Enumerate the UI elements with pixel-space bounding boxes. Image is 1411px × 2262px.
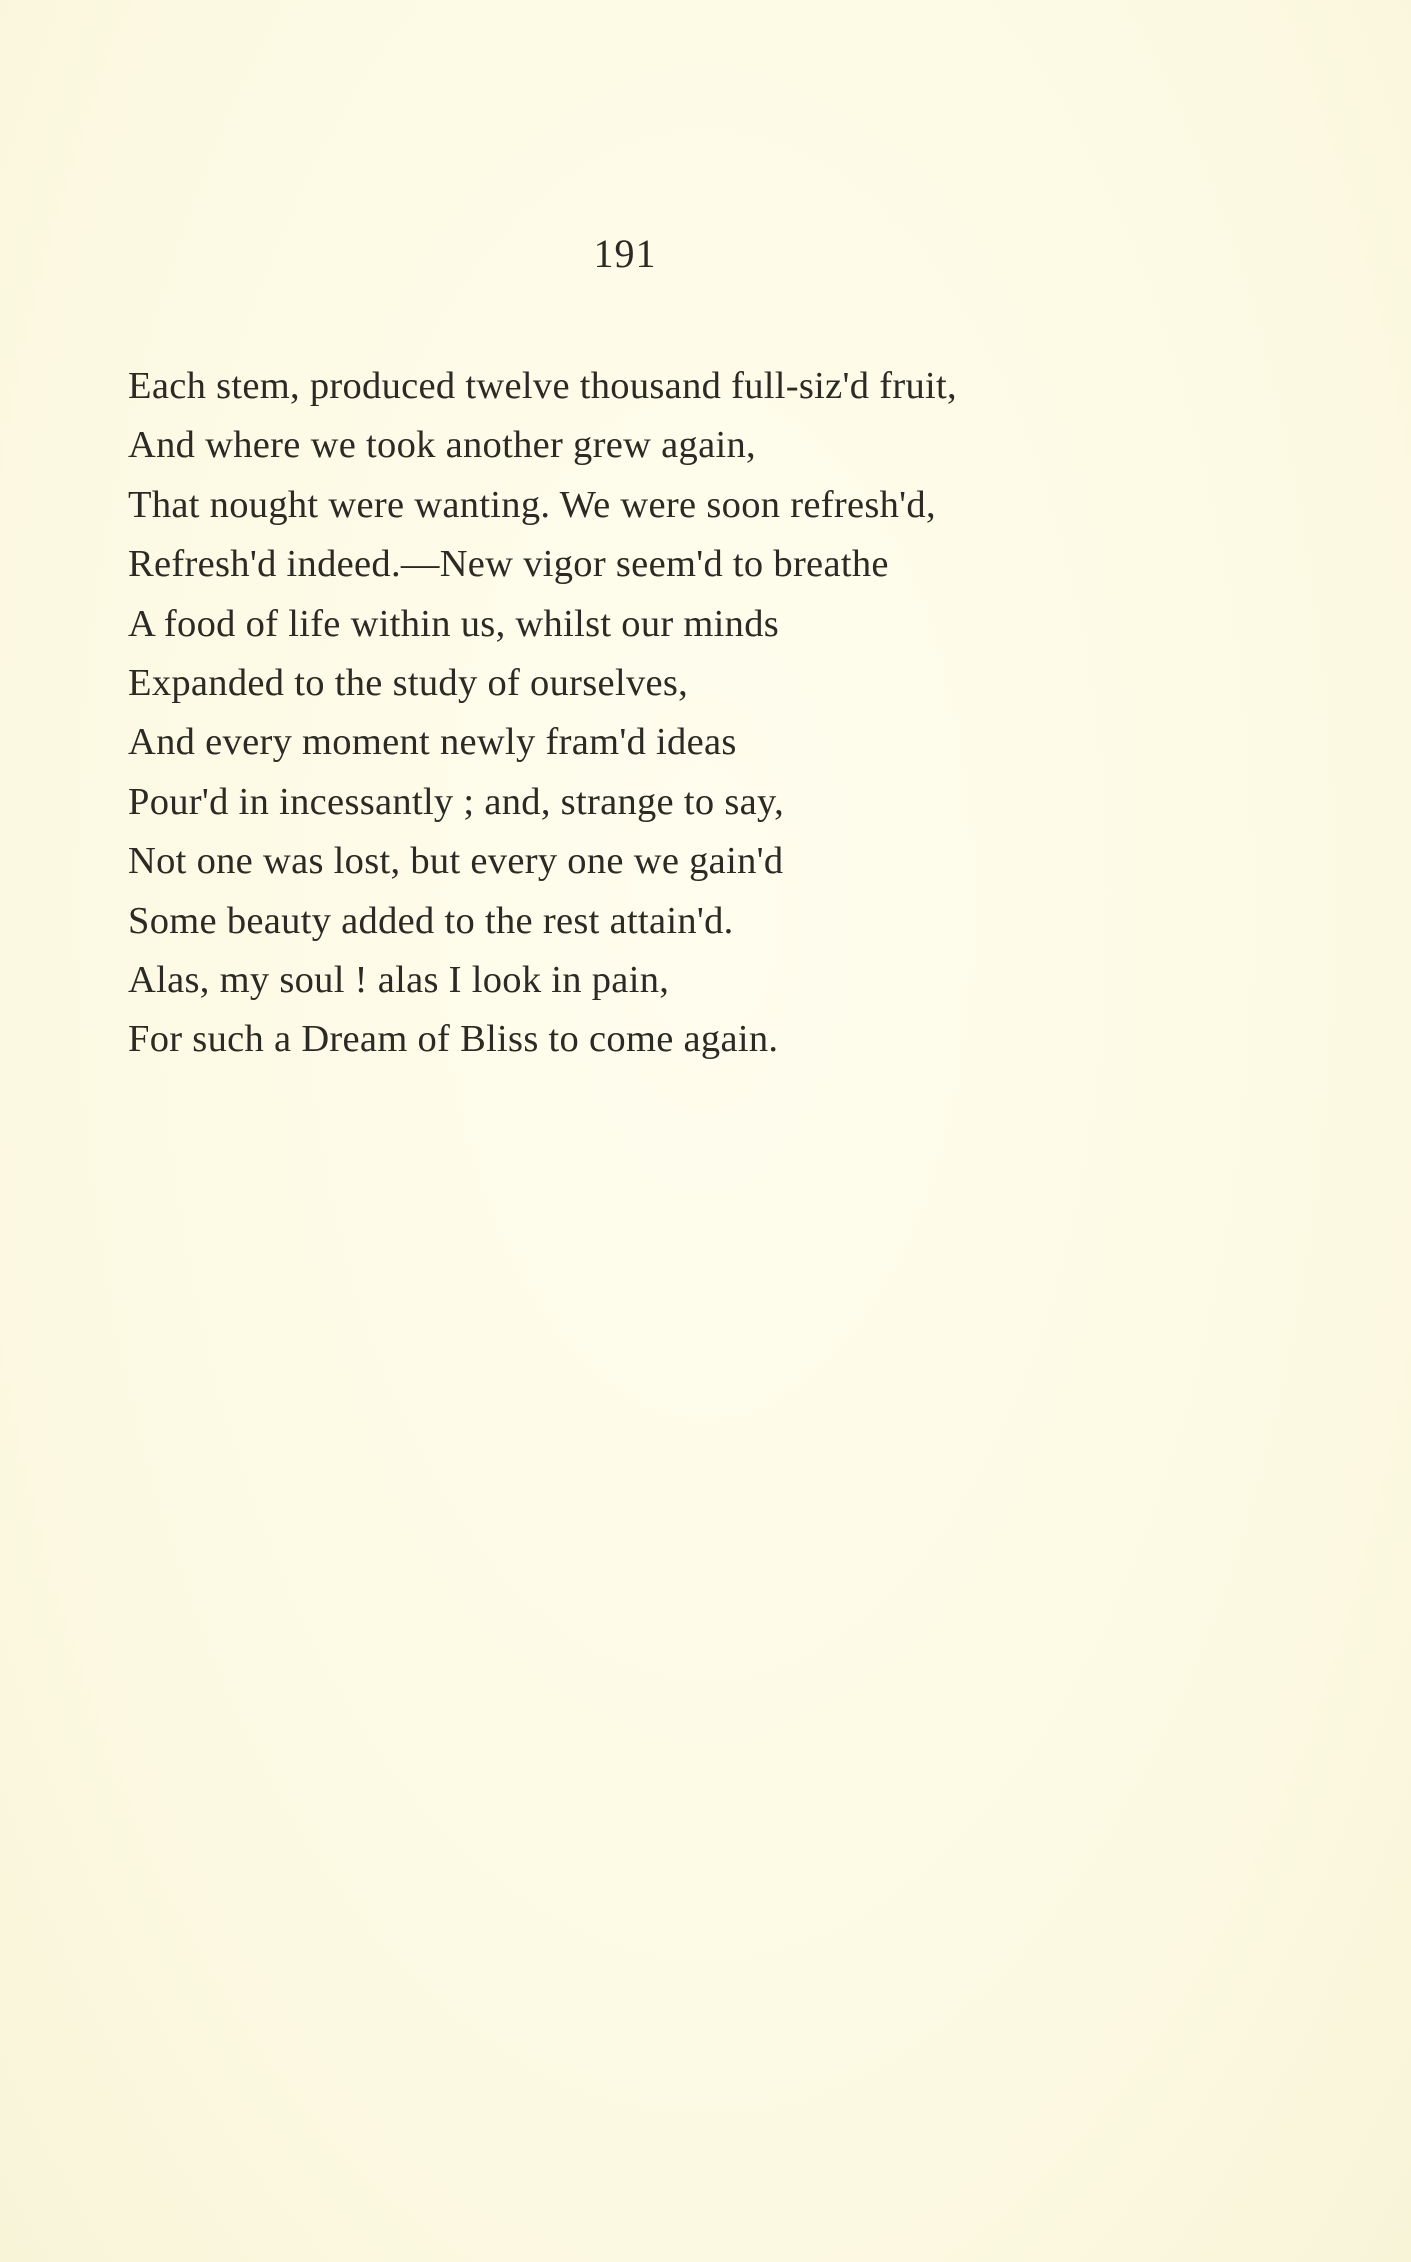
poem-line: A food of life within us, whilst our minds (128, 602, 780, 645)
poem-line: That nought were wanting. We were soon refresh'd, (128, 483, 936, 526)
poem-line: And where we took another grew again, (128, 424, 756, 467)
poem-line: Not one was lost, but every one we gain'd (128, 840, 784, 883)
poem-text (128, 357, 957, 1070)
poem-line: And every moment newly fram'd ideas (128, 721, 737, 764)
poem-line: Each stem, produced twelve thousand full-siz'd fruit, (128, 365, 957, 407)
poem-line: Expanded to the study of ourselves, (128, 661, 689, 704)
poem-line: Refresh'd indeed.—New vigor seem'd to breathe (128, 543, 889, 586)
poem-line: Some beauty added to the rest attain'd. (128, 899, 734, 942)
page-number: 191 (593, 231, 657, 276)
poem-line: For such a Dream of Bliss to come again. (128, 1018, 779, 1061)
poem-line: Pour'd in incessantly ; and, strange to say, (128, 780, 784, 823)
poem-line: Alas, my soul ! alas I look in pain, (128, 958, 670, 1001)
